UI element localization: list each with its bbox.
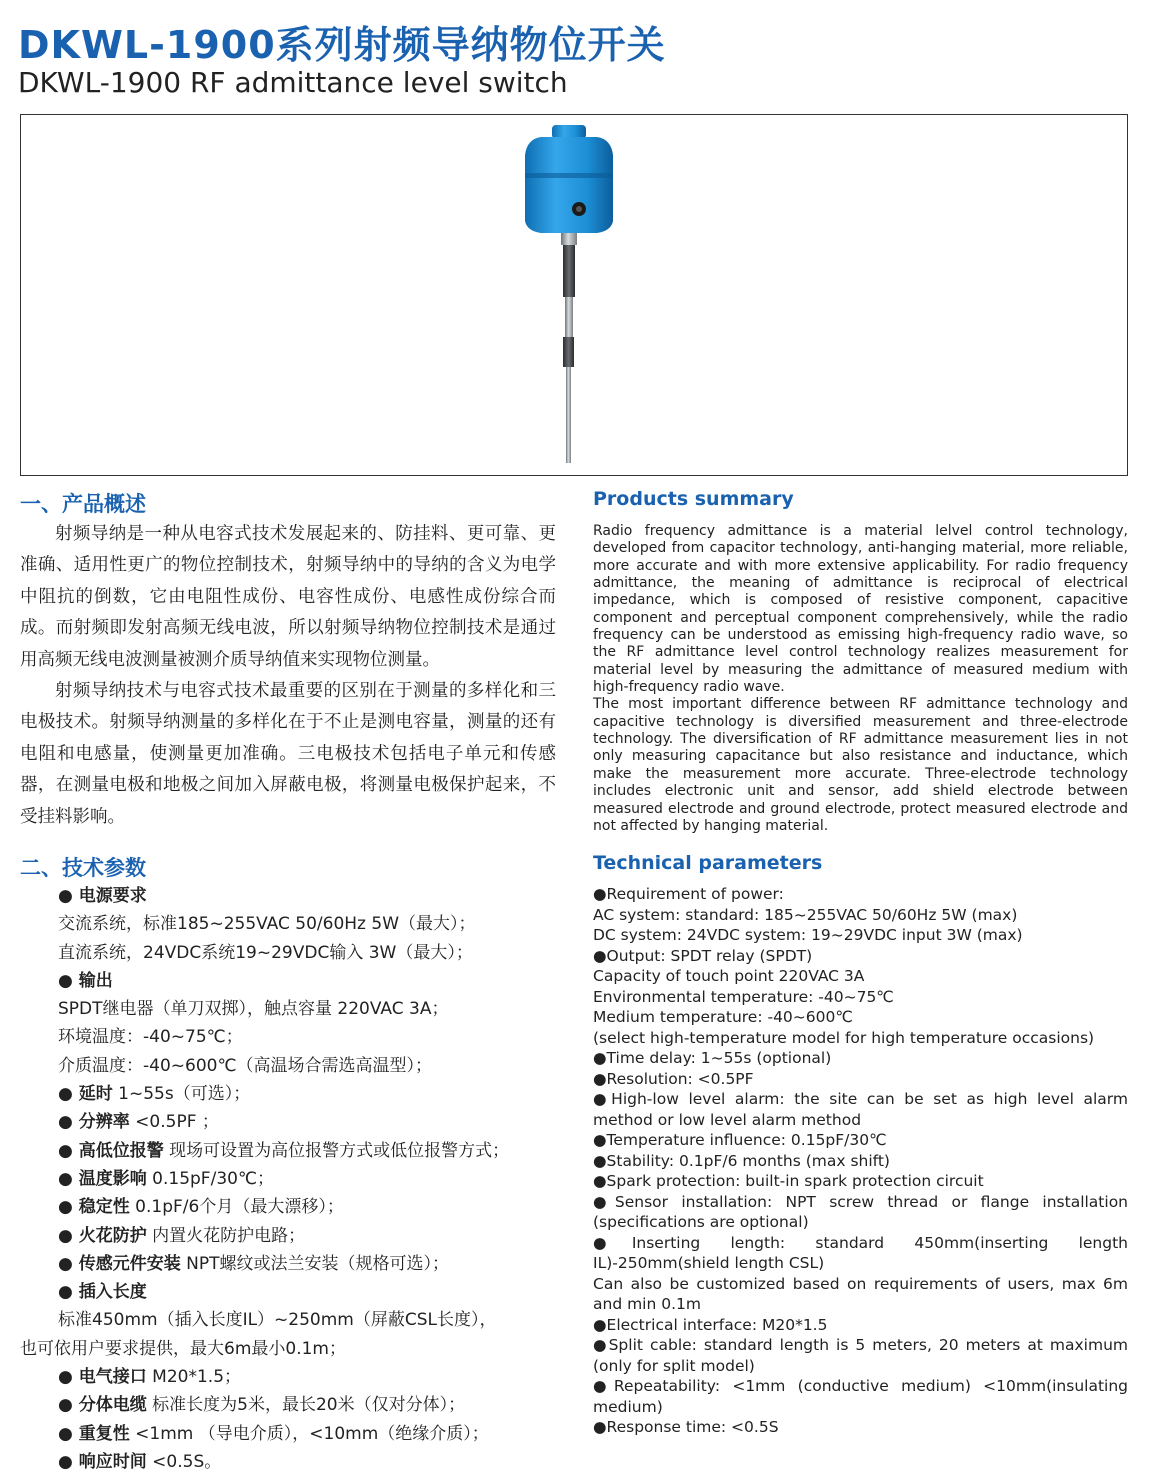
param-value-cn: 现场可设置为高位报警方式或低位报警方式； [163,1140,510,1161]
params-heading-cn: 二、技术参数 [20,856,146,880]
params-heading-en: Technical parameters [593,852,823,874]
param-value-cn: SPDT继电器（单刀双掷），触点容量 220VAC 3A； [58,999,449,1020]
param-line-en: ●Temperature influence: 0.15pF/30℃ [593,1131,887,1149]
param-line-cn [20,1250,560,1278]
param-line-cn [20,1193,560,1221]
param-line-en: Medium temperature: -40~600℃ [593,1008,853,1026]
param-line-cn [20,1108,560,1136]
param-line-en: ●Inserting length: standard 450mm(inserting length IL)-250mm(shield length CSL) [593,1233,1128,1272]
param-line-en: (select high-temperature model for high temperature occasions) [593,1028,1095,1047]
param-line-en: DC system: 24VDC system: 19~29VDC input 3W (max) [593,926,1023,944]
param-value-cn: <1mm （导电介质），<10mm（绝缘介质）； [129,1423,489,1444]
param-value-cn: 直流系统，24VDC系统19~29VDC输入 3W（最大）； [58,942,473,963]
param-label-cn: ● 电气接口 [58,1367,147,1388]
param-line-cn [20,995,560,1023]
param-line-en: ●Spark protection: built-in spark protection circuit [593,1172,984,1190]
param-line-cn [20,967,560,995]
param-line-en: ●Sensor installation: NPT screw thread or flange installation (specifications are optional) [593,1192,1128,1231]
param-value-cn: 环境温度：-40~75℃； [58,1027,243,1048]
param-label-cn: ● 分体电缆 [58,1395,147,1416]
params-list-en [593,884,1128,1438]
param-line-cn [20,1080,560,1108]
param-line-cn [20,1278,560,1306]
param-line-cn [20,939,560,967]
summary-paragraph-en: The most important difference between RF admittance technology and capacitive technology is diversified measurement and three-electrode technology. The diversification of RF admittance measurement lies in not only measuring capacitance but also resistance and inductance, which make the measurement more accurate. Three-electrode technology includes electronic unit and sensor, add shield electrode between measured electrode and ground electrode, protect measured electrode and not affected by hanging material. [593,696,1128,834]
params-list-cn [20,882,560,1476]
param-label-cn: ● 稳定性 [58,1197,130,1218]
param-line-cn [20,1137,560,1165]
product-photo-frame [20,114,1128,476]
param-value-cn: 标准长度为5米，最长20米（仅对分体）； [146,1395,466,1416]
param-value-cn: <0.5PF ； [129,1112,219,1133]
param-value-cn: M20*1.5； [146,1367,242,1388]
param-label-cn: ● 延时 [58,1084,113,1105]
param-line-cn [20,882,560,910]
param-value-cn: 标准450mm（插入长度IL）~250mm（屏蔽CSL长度）， [58,1310,497,1331]
param-line-en: ●Time delay: 1~55s (optional) [593,1049,832,1067]
param-line-cn [20,1391,560,1419]
param-value-cn: 也可依用户要求提供，最大6m最小0.1m； [20,1338,346,1359]
param-line-en: ●Output: SPDT relay (SPDT) [593,946,813,965]
param-value-cn: 0.1pF/6个月（最大漂移）； [129,1197,344,1218]
param-label-cn: ● 分辨率 [58,1112,130,1133]
param-value-cn: 介质温度：-40~600℃（高温场合需选高温型）； [58,1055,433,1076]
param-label-cn: ● 重复性 [58,1423,130,1444]
param-line-cn [20,1306,560,1334]
param-line-cn [20,1052,560,1080]
param-line-cn [20,1165,560,1193]
summary-heading-en: Products summary [593,488,794,510]
param-line-en: ●High-low level alarm: the site can be set as high level alarm method or low level alarm method [593,1090,1128,1129]
param-line-en: AC system: standard: 185~255VAC 50/60Hz 5W (max) [593,905,1018,924]
param-label-cn: ● 高低位报警 [58,1140,164,1161]
param-value-cn: 0.15pF/30℃； [146,1168,275,1189]
param-value-cn: 内置火花防护电路； [146,1225,306,1246]
param-line-en: ●Stability: 0.1pF/6 months (max shift) [593,1151,890,1170]
page-title-en: DKWL-1900 RF admittance level switch [18,66,568,99]
param-line-cn [20,1420,560,1448]
param-label-cn: ● 温度影响 [58,1168,147,1189]
param-line-en: ●Electrical interface: M20*1.5 [593,1315,828,1334]
summary-paragraph-cn: 射频导纳是一种从电容式技术发展起来的、防挂料、更可靠、更准确、适用性更广的物位控制技术，射频导纳中的导纳的含义为电学中阻抗的倒数，它由电阻性成份、电容性成份、电感性成份综合而成。而射频即发射高频无线电波，所以射频导纳物位控制技术是通过用高频无线电波测量被测介质导纳值来实现物位测量。 [20,524,556,670]
summary-text-cn [20,519,556,833]
param-label-cn: ● 火花防护 [58,1225,147,1246]
param-line-cn [20,910,560,938]
summary-heading-cn: 一、产品概述 [20,492,146,516]
param-value-cn: NPT螺纹或法兰安装（规格可选）； [180,1253,450,1274]
param-line-en: Environmental temperature: -40~75℃ [593,987,894,1006]
param-label-cn: ● 电源要求 [58,886,147,906]
param-label-cn: ● 响应时间 [58,1451,147,1472]
param-line-en: ●Resolution: <0.5PF [593,1069,754,1088]
param-value-cn: <0.5S。 [146,1451,222,1472]
param-label-cn: ● 输出 [58,970,113,991]
param-line-cn [20,1448,560,1476]
param-line-en: Can also be customized based on requirements of users, max 6m and min 0.1m [593,1274,1128,1313]
param-line-en: ●Response time: <0.5S [593,1418,779,1436]
param-line-cn [20,1023,560,1051]
summary-text-en [593,523,1128,835]
param-line-en: ●Repeatability: <1mm (conductive medium) <10mm(insulating medium) [593,1377,1128,1416]
param-value-cn: 1~55s（可选）； [112,1084,251,1105]
param-label-cn: ● 插入长度 [58,1282,147,1303]
page-title-cn: DKWL-1900系列射频导纳物位开关 [18,23,666,67]
param-value-cn: 交流系统，标准185~255VAC 50/60Hz 5W（最大）； [58,914,476,935]
param-line-en: ●Requirement of power: [593,885,784,903]
param-line-cn [20,1363,560,1391]
param-line-cn [20,1222,560,1250]
param-line-en: ●Split cable: standard length is 5 meters, 20 meters at maximum (only for split model) [593,1336,1128,1375]
summary-paragraph-en: Radio frequency admittance is a material lelvel control technology, developed from capacitor technology, anti-hanging material, more reliable, more accurate and with more extensive applicability. For radio frequency admittance, the meaning of admittance is reciprocal of electrical impedance, which is composed of resistive component, capacitive component and perceptual component comprehensively, while the radio frequency can be understood as emissing high-frequency radio wave, so the RF admittance level control technology realizes measurement for material level by measuring the admittance of measured medium with high-frequency radio wave. [593,523,1128,696]
summary-paragraph-cn: 射频导纳技术与电容式技术最重要的区别在于测量的多样化和三电极技术。射频导纳测量的多样化在于不止是测电容量，测量的还有电阻和电感量，使测量更加准确。三电极技术包括电子单元和传感器，在测量电极和地极之间加入屏蔽电极，将测量电极保护起来，不受挂料影响。 [20,681,556,827]
level-switch-image [21,115,1127,475]
param-label-cn: ● 传感元件安装 [58,1253,181,1274]
param-line-en: Capacity of touch point 220VAC 3A [593,967,865,985]
param-line-cn [20,1335,560,1363]
